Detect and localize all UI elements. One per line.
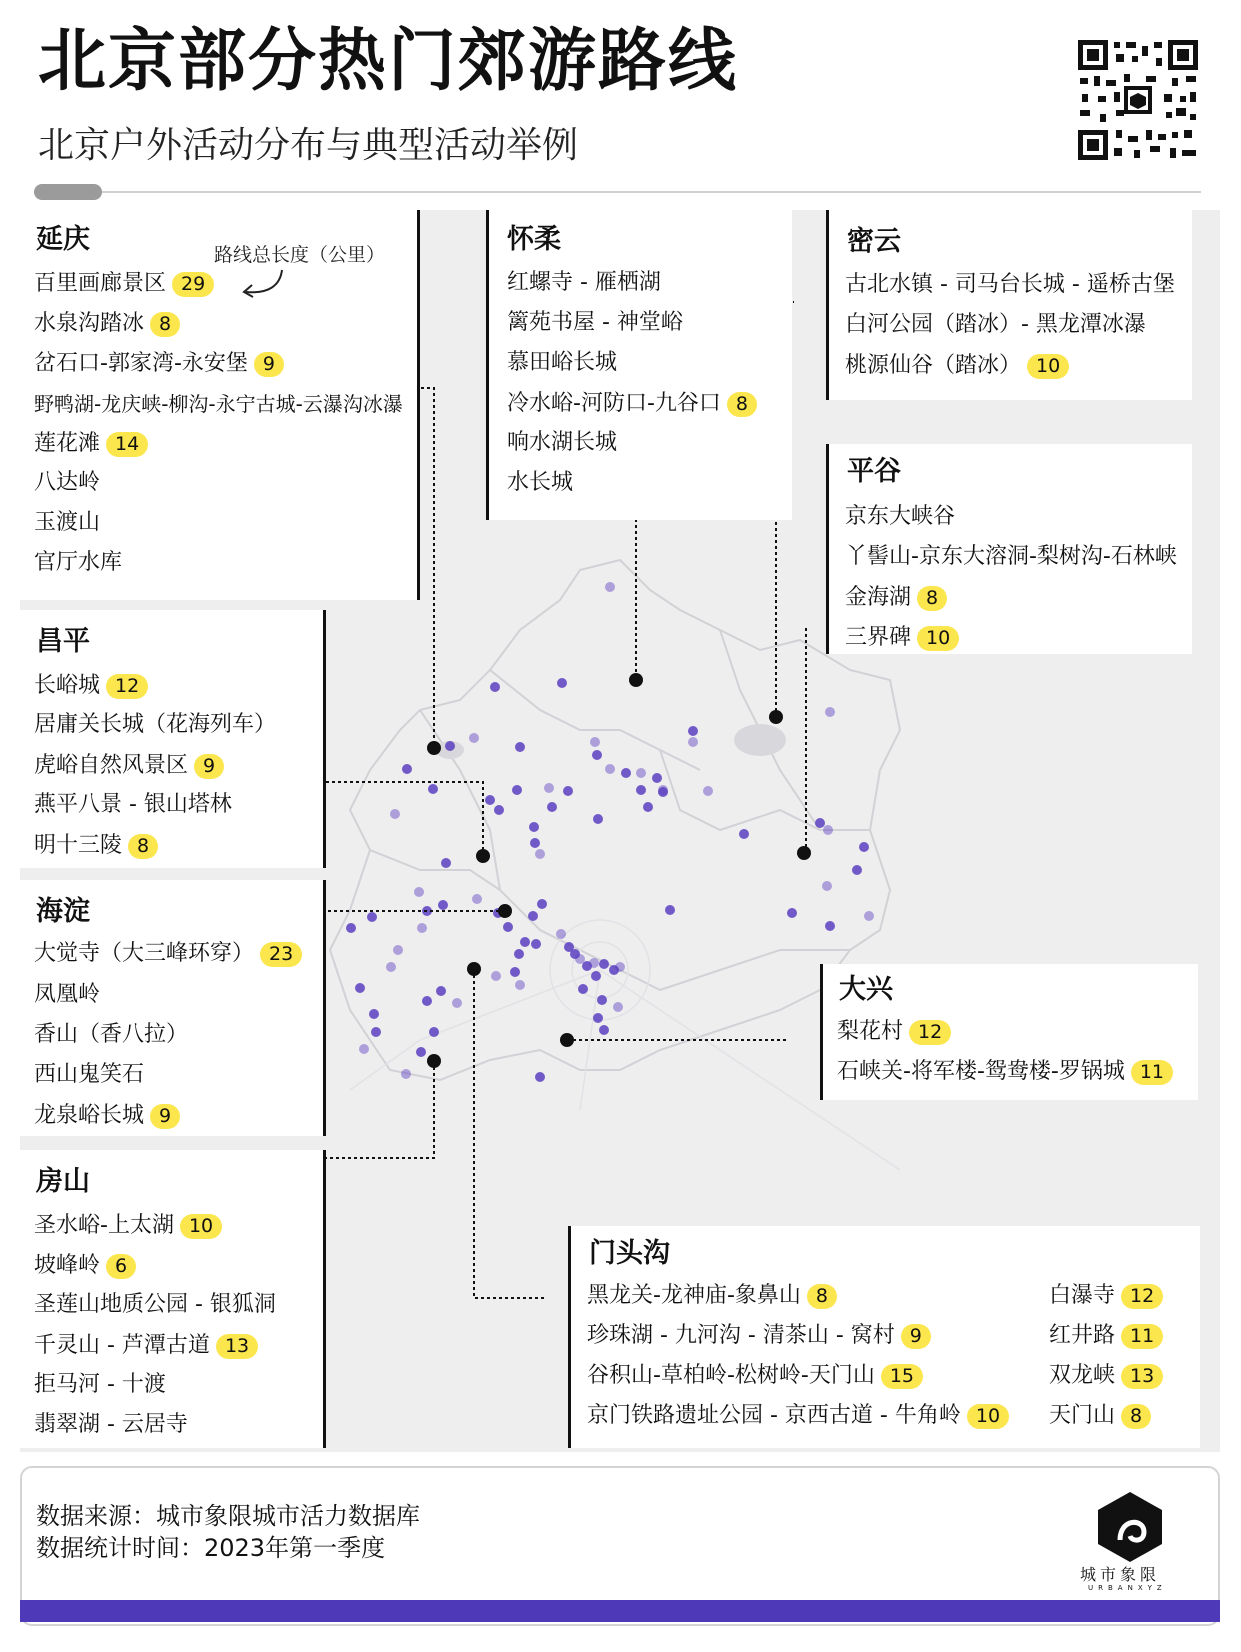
activity-dot xyxy=(556,929,566,939)
activity-dot xyxy=(597,995,607,1005)
km-badge: 8 xyxy=(917,586,947,611)
route-item: 坡峰岭 6 xyxy=(34,1254,136,1279)
arrow-icon xyxy=(238,266,288,300)
activity-dot xyxy=(658,787,668,797)
km-badge: 8 xyxy=(128,834,158,859)
activity-dot xyxy=(514,949,524,959)
route-item: 三界碑 10 xyxy=(845,626,959,651)
activity-dot xyxy=(787,908,797,918)
activity-dot xyxy=(445,741,455,751)
activity-dot xyxy=(615,962,625,972)
km-badge: 8 xyxy=(150,312,180,337)
activity-dot xyxy=(578,984,588,994)
route-item: 居庸关长城（花海列车） xyxy=(34,712,277,737)
route-item: 天门山 8 xyxy=(1049,1404,1151,1429)
km-badge: 13 xyxy=(1121,1364,1163,1389)
route-item: 白瀑寺 12 xyxy=(1049,1284,1163,1309)
activity-dot xyxy=(452,998,462,1008)
route-item: 西山鬼笑石 xyxy=(34,1062,145,1087)
activity-dot xyxy=(520,937,530,947)
route-item: 水泉沟踏冰 8 xyxy=(34,312,180,337)
km-badge: 10 xyxy=(180,1214,222,1239)
panel-title-huairou: 怀柔 xyxy=(507,224,561,255)
route-item: 凤凰岭 xyxy=(34,982,101,1007)
panel-title-miyun: 密云 xyxy=(847,226,901,257)
activity-dot xyxy=(528,911,538,921)
activity-dot xyxy=(593,1013,603,1023)
km-badge: 11 xyxy=(1121,1324,1163,1349)
route-item: 莲花滩 14 xyxy=(34,432,148,457)
route-item: 虎峪自然风景区 9 xyxy=(34,754,224,779)
activity-dot xyxy=(515,980,525,990)
km-badge: 12 xyxy=(1121,1284,1163,1309)
activity-dot xyxy=(386,962,396,972)
activity-dot xyxy=(369,1009,379,1019)
activity-dot xyxy=(557,678,567,688)
data-source: 数据来源：城市象限城市活力数据库 xyxy=(36,1502,420,1530)
route-item: 响水湖长城 xyxy=(507,430,618,455)
panel-title-changping: 昌平 xyxy=(36,626,90,657)
route-item: 石峡关-将军楼-鸳鸯楼-罗锅城 11 xyxy=(837,1060,1173,1085)
panel-mentougou xyxy=(568,1226,1200,1448)
activity-dot xyxy=(636,785,646,795)
activity-dot xyxy=(823,825,833,835)
route-item: 谷积山-草柏岭-松树岭-天门山 15 xyxy=(587,1364,923,1389)
page-subtitle: 北京户外活动分布与典型活动举例 xyxy=(38,125,579,166)
district-boundaries xyxy=(330,560,900,1080)
route-item: 古北水镇 - 司马台长城 - 遥桥古堡 xyxy=(845,272,1175,297)
activity-dot xyxy=(665,905,675,915)
activity-dot xyxy=(688,726,698,736)
activity-dot xyxy=(859,842,869,852)
logo-text-en: URBANXYZ xyxy=(1088,1584,1167,1592)
activity-dot xyxy=(371,1027,381,1037)
panel-title-fangshan: 房山 xyxy=(36,1166,90,1197)
route-item: 水长城 xyxy=(507,470,574,495)
activity-dot xyxy=(590,737,600,747)
route-item: 千灵山 - 芦潭古道 13 xyxy=(34,1334,258,1359)
route-item: 红螺寺 - 雁栖湖 xyxy=(507,270,661,295)
route-item: 香山（香八拉） xyxy=(34,1022,189,1047)
activity-dot xyxy=(346,923,356,933)
activity-dot xyxy=(512,785,522,795)
km-badge: 9 xyxy=(901,1324,931,1349)
route-item: 明十三陵 8 xyxy=(34,834,158,859)
activity-dot xyxy=(739,829,749,839)
km-badge: 12 xyxy=(909,1020,951,1045)
bottom-accent-bar xyxy=(20,1600,1220,1622)
activity-dot xyxy=(390,809,400,819)
activity-dot xyxy=(535,849,545,859)
route-item: 双龙峡 13 xyxy=(1049,1364,1163,1389)
activity-dot xyxy=(422,996,432,1006)
route-item: 八达岭 xyxy=(34,470,101,495)
activity-dot xyxy=(599,1025,609,1035)
activity-dot xyxy=(472,894,482,904)
activity-dot xyxy=(429,1027,439,1037)
activity-dot xyxy=(401,1069,411,1079)
activity-dot xyxy=(547,802,557,812)
activity-dot xyxy=(535,1072,545,1082)
activity-dot xyxy=(515,742,525,752)
activity-dot xyxy=(494,805,504,815)
logo-text-cn: 城市象限 xyxy=(1080,1565,1161,1584)
panel-title-haidian: 海淀 xyxy=(36,896,90,927)
activity-dot xyxy=(537,899,547,909)
activity-dot xyxy=(417,923,427,933)
route-item: 梨花村 12 xyxy=(837,1020,951,1045)
activity-dot xyxy=(441,858,451,868)
panel-daxing xyxy=(820,964,1198,1100)
km-badge: 23 xyxy=(260,942,302,967)
route-item: 黑龙关-龙神庙-象鼻山 8 xyxy=(587,1284,837,1309)
activity-dot xyxy=(589,958,599,968)
activity-dot xyxy=(491,971,501,981)
scroll-indicator xyxy=(34,184,102,200)
activity-dot xyxy=(529,822,539,832)
activity-dot xyxy=(530,838,540,848)
activity-dots xyxy=(346,582,874,1082)
activity-dot xyxy=(592,750,602,760)
km-badge: 8 xyxy=(1121,1404,1151,1429)
route-item: 圣莲山地质公园 - 银狐洞 xyxy=(34,1292,276,1317)
panel-title-pinggu: 平谷 xyxy=(847,456,901,487)
route-item: 龙泉峪长城 9 xyxy=(34,1104,180,1129)
km-badge: 11 xyxy=(1131,1060,1173,1085)
activity-dot xyxy=(613,1002,623,1012)
km-badge: 14 xyxy=(106,432,148,457)
page-title: 北京部分热门郊游路线 xyxy=(38,22,739,101)
activity-dot xyxy=(428,784,438,794)
km-badge: 8 xyxy=(727,392,757,417)
activity-dot xyxy=(605,582,615,592)
activity-dot xyxy=(438,900,448,910)
activity-dot xyxy=(416,1047,426,1057)
route-item: 拒马河 - 十渡 xyxy=(34,1372,166,1397)
activity-dot xyxy=(436,986,446,996)
activity-dot xyxy=(485,795,495,805)
route-item: 长峪城 12 xyxy=(34,674,148,699)
activity-dot xyxy=(852,865,862,875)
activity-dot xyxy=(703,786,713,796)
route-item: 燕平八景 - 银山塔林 xyxy=(34,792,232,817)
activity-dot xyxy=(355,983,365,993)
route-item: 珍珠湖 - 九河沟 - 清茶山 - 窝村 9 xyxy=(587,1324,931,1349)
route-item: 红井路 11 xyxy=(1049,1324,1163,1349)
route-item: 丫髻山-京东大溶洞-梨树沟-石林峡 xyxy=(845,544,1177,569)
panel-title-yanqing: 延庆 xyxy=(36,224,90,255)
activity-dot xyxy=(652,773,662,783)
activity-dot xyxy=(531,939,541,949)
activity-dot xyxy=(544,783,554,793)
activity-dot xyxy=(469,733,479,743)
panel-pinggu xyxy=(826,444,1192,654)
route-item: 篱苑书屋 - 神堂峪 xyxy=(507,310,683,335)
route-item: 慕田峪长城 xyxy=(507,350,618,375)
panel-yanqing xyxy=(20,210,420,600)
activity-dot xyxy=(825,707,835,717)
km-badge: 15 xyxy=(881,1364,923,1389)
route-item: 官厅水库 xyxy=(34,550,123,575)
route-item: 桃源仙谷（踏冰） 10 xyxy=(845,354,1069,379)
route-item: 京门铁路遗址公园 - 京西古道 - 牛角岭 10 xyxy=(587,1404,1009,1429)
route-item: 翡翠湖 - 云居寺 xyxy=(34,1412,188,1437)
activity-dot xyxy=(815,818,825,828)
activity-dot xyxy=(643,802,653,812)
route-item: 金海湖 8 xyxy=(845,586,947,611)
activity-dot xyxy=(688,737,698,747)
route-item: 圣水峪-上太湖 10 xyxy=(34,1214,222,1239)
activity-dot xyxy=(822,881,832,891)
activity-dot xyxy=(621,768,631,778)
activity-dot xyxy=(636,768,646,778)
activity-dot xyxy=(593,814,603,824)
activity-dot xyxy=(393,945,403,955)
panel-changping xyxy=(20,610,326,868)
km-badge: 9 xyxy=(194,754,224,779)
activity-dot xyxy=(503,922,513,932)
panel-miyun xyxy=(826,210,1192,400)
road-lines xyxy=(350,920,900,1170)
route-item: 大觉寺（大三峰环穿） 23 xyxy=(34,942,302,967)
km-badge: 10 xyxy=(1027,354,1069,379)
km-badge: 6 xyxy=(106,1254,136,1279)
route-item: 玉渡山 xyxy=(34,510,101,535)
km-badge: 29 xyxy=(172,272,214,297)
activity-dot xyxy=(599,959,609,969)
activity-dot xyxy=(605,764,615,774)
km-badge: 12 xyxy=(106,674,148,699)
route-item: 野鸭湖-龙庆峡-柳沟-永宁古城-云瀑沟冰瀑 xyxy=(34,392,403,416)
route-item: 岔石口-郭家湾-永安堡 9 xyxy=(34,352,284,377)
legend-note: 路线总长度（公里） xyxy=(214,244,386,266)
km-badge: 9 xyxy=(150,1104,180,1129)
header-divider xyxy=(34,191,1201,193)
activity-dot xyxy=(591,971,601,981)
activity-dot xyxy=(490,682,500,692)
activity-dot xyxy=(864,911,874,921)
km-badge: 8 xyxy=(807,1284,837,1309)
panel-huairou xyxy=(486,210,792,520)
km-badge: 10 xyxy=(967,1404,1009,1429)
km-badge: 10 xyxy=(917,626,959,651)
km-badge: 13 xyxy=(216,1334,258,1359)
panel-title-daxing: 大兴 xyxy=(839,974,893,1005)
panel-haidian xyxy=(20,880,326,1136)
activity-dot xyxy=(510,967,520,977)
qr-code-icon xyxy=(1076,38,1200,162)
activity-dot xyxy=(367,912,377,922)
activity-dot xyxy=(402,764,412,774)
data-period: 数据统计时间：2023年第一季度 xyxy=(36,1534,386,1562)
panel-fangshan xyxy=(20,1150,326,1448)
route-item: 百里画廊景区 29 xyxy=(34,272,214,297)
activity-dot xyxy=(359,1044,369,1054)
panel-title-mentougou: 门头沟 xyxy=(589,1238,670,1269)
km-badge: 9 xyxy=(254,352,284,377)
activity-dot xyxy=(414,887,424,897)
activity-dot xyxy=(563,786,573,796)
route-item: 冷水峪-河防口-九谷口 8 xyxy=(507,392,757,417)
activity-dot xyxy=(825,921,835,931)
route-item: 白河公园（踏冰）- 黑龙潭冰瀑 xyxy=(845,312,1146,337)
route-item: 京东大峡谷 xyxy=(845,504,956,529)
